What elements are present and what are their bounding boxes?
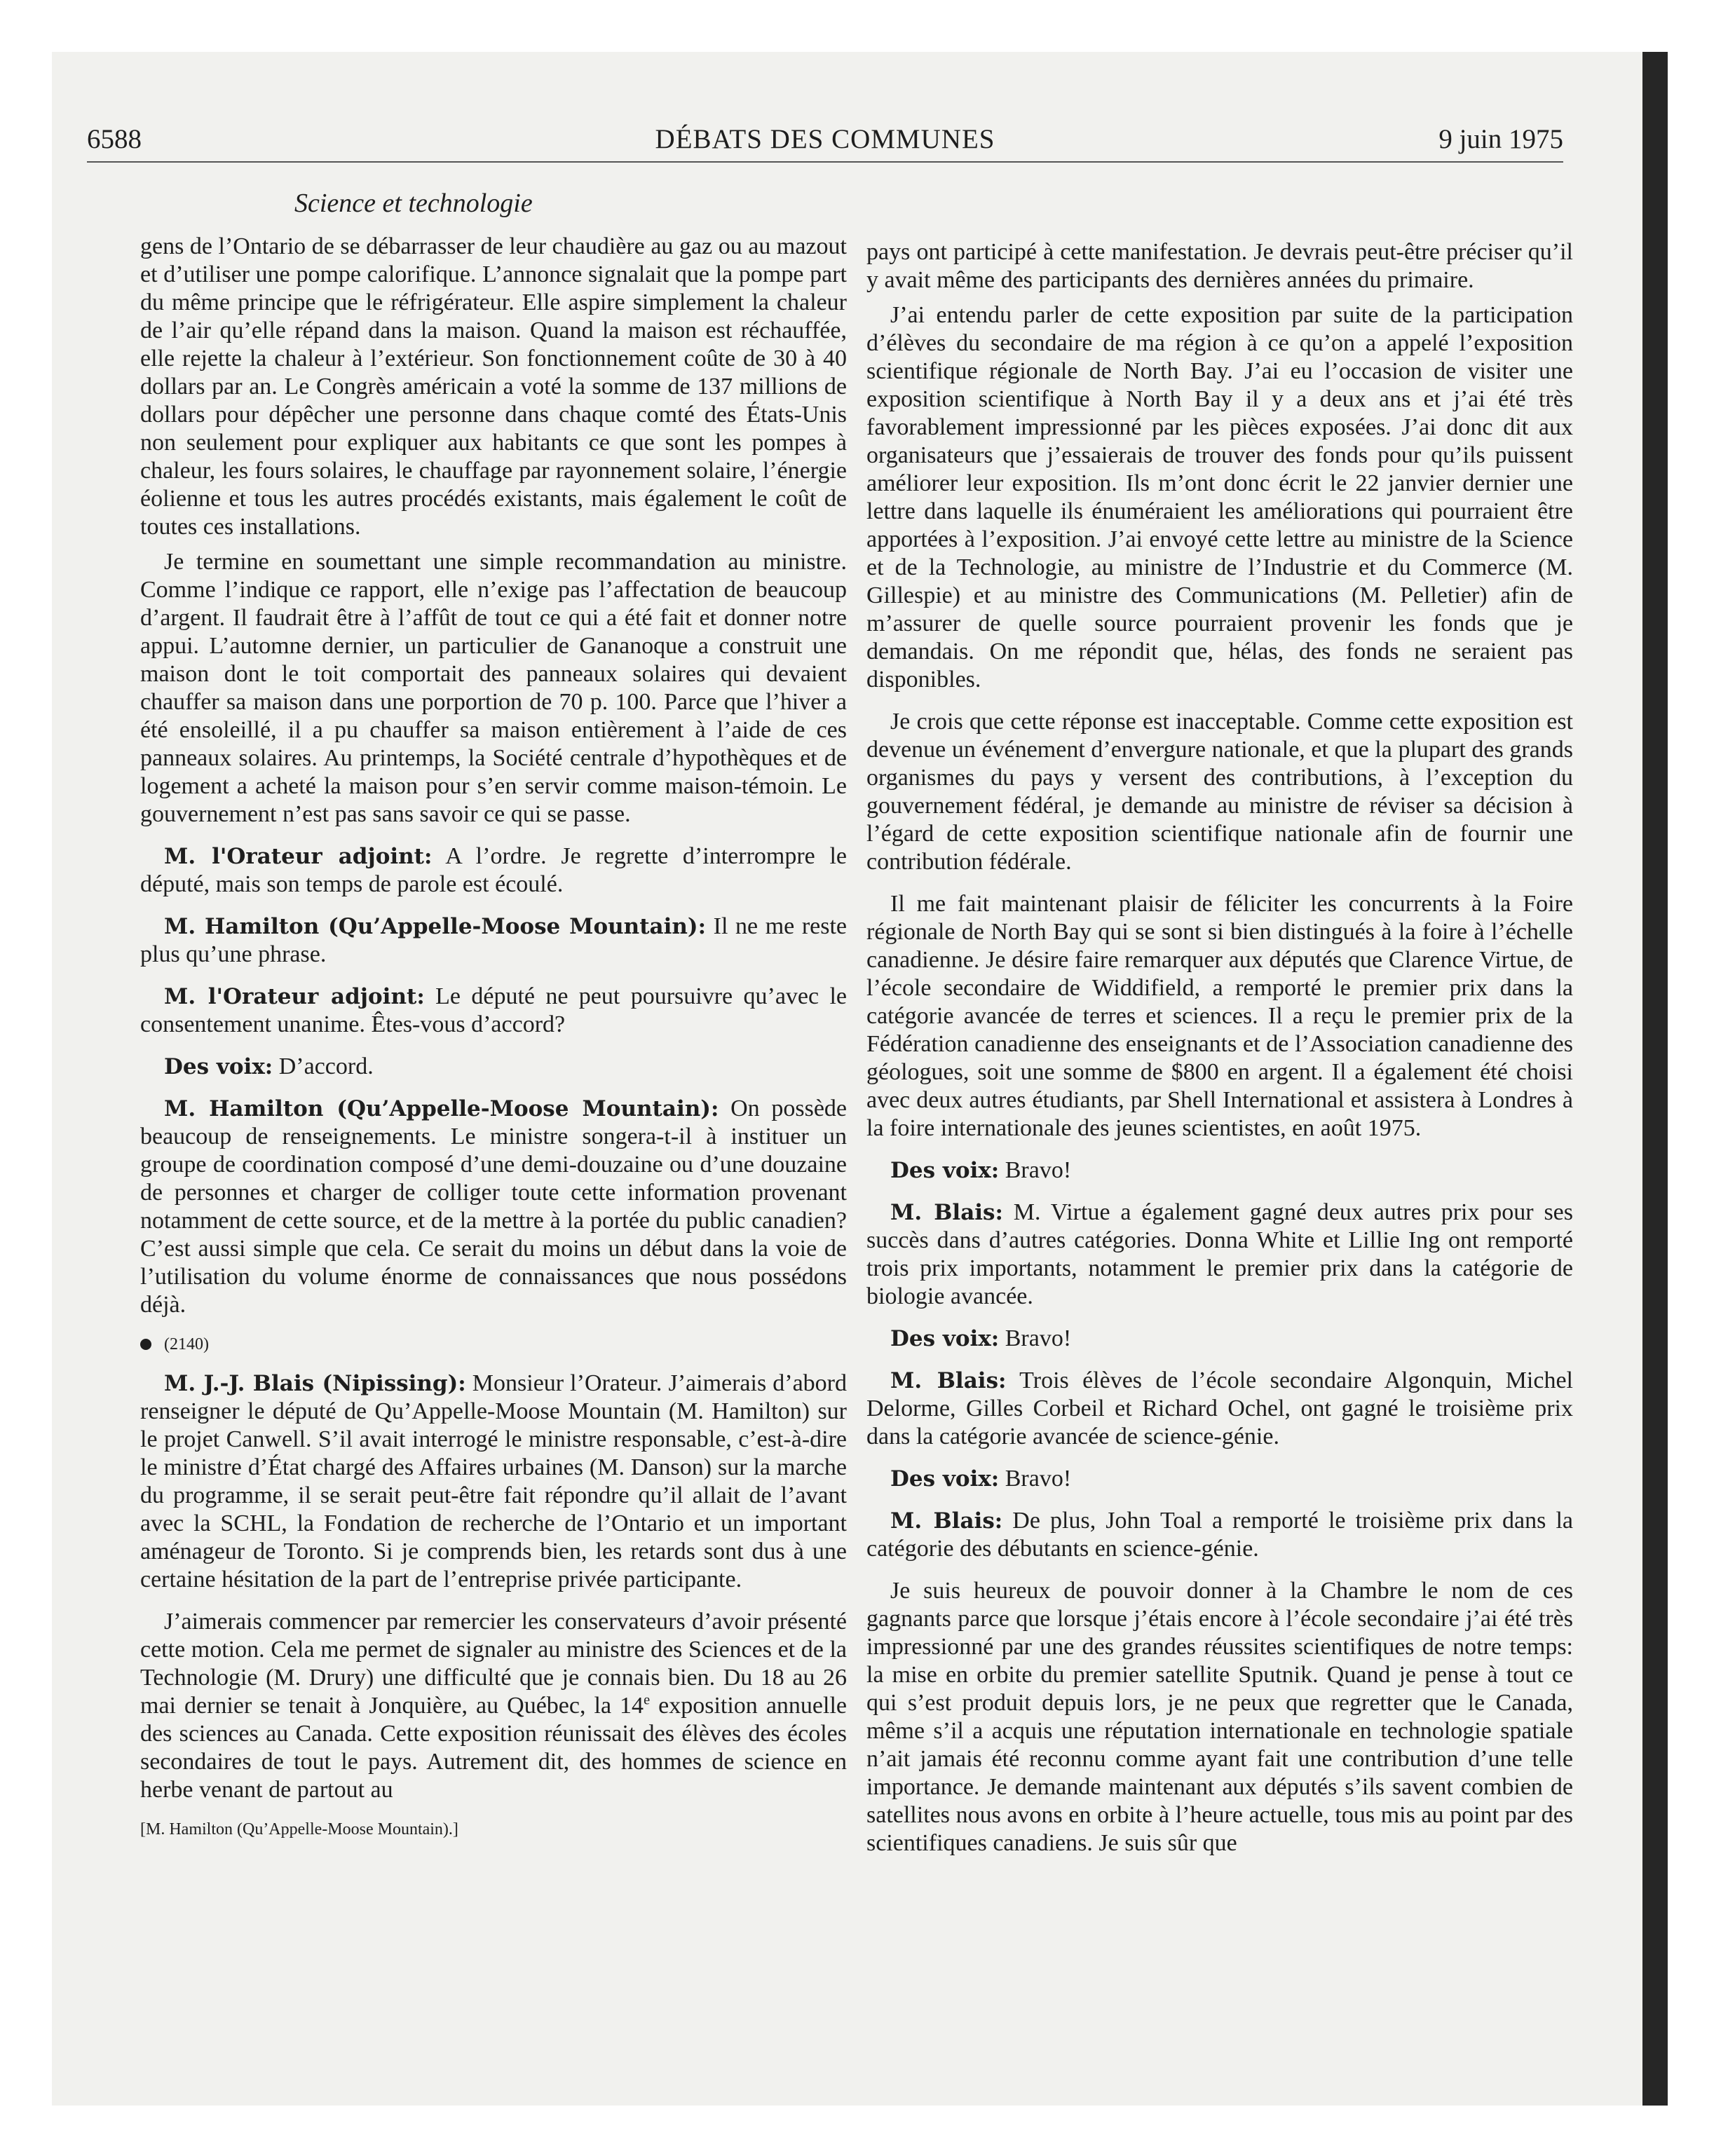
paragraph: pays ont participé à cette manifestation. Je devrais peut-être préciser qu’il y avait même des participants des dernières années du primaire. xyxy=(866,239,1573,293)
speech-text: A l’ordre. Je regrette d’interrompre le député, mais son temps de parole est écoulé. xyxy=(140,843,847,897)
speech xyxy=(140,842,847,899)
speech xyxy=(866,1367,1573,1451)
speaker-name: M. Hamilton (Qu’Appelle-Moose Mountain): xyxy=(164,1096,719,1121)
speech-text: Le député ne peut poursuivre qu’avec le consentement unanime. Êtes-vous d’accord? xyxy=(140,983,847,1037)
speech-text: Bravo! xyxy=(999,1325,1072,1351)
left-column xyxy=(140,233,847,1855)
speaker-name: M. J.-J. Blais (Nipissing): xyxy=(164,1371,466,1396)
bullet-icon xyxy=(140,1339,151,1350)
speaker-name: M. Blais: xyxy=(890,1200,1003,1225)
time-marker-text: (2140) xyxy=(164,1335,209,1353)
speaker-name: M. Blais: xyxy=(890,1508,1003,1534)
page-number: 6588 xyxy=(87,124,142,154)
speaker-name: Des voix: xyxy=(164,1054,273,1079)
speech-text: D’accord. xyxy=(273,1053,374,1079)
speech-text: Bravo! xyxy=(999,1157,1072,1183)
issue-date: 9 juin 1975 xyxy=(1438,124,1563,154)
paragraph: J’ai entendu parler de cette exposition par suite de la participation d’élèves du secondaire de ma région à ce qu’on a appelé l’exposition scientifique régionale de North Bay. J’ai eu l’occasion de visiter une exposition scientifique à North Bay il y a deux ans et j’ai été très favorablement impressionné par les pièces exposées. J’ai donc dit aux organisateurs que j’essaierais de trouver des fonds pour qu’ils puissent améliorer leur exposition. Ils m’ont donc écrit le 22 janvier dernier une lettre dans laquelle ils énuméraient les améliorations qui pourraient être apportées à l’exposition. J’ai envoyé cette lettre au ministre de la Science et de la Technologie, au ministre de l’Industrie et du Commerce (M. Gillespie) et au ministre des Communications (M. Pelletier) afin de m’assurer de quelle source pourraient provenir les fonds que je demandais. On me répondit que, hélas, des fonds ne seraient pas disponibles. xyxy=(866,302,1573,692)
speech xyxy=(866,1465,1573,1493)
paragraph: Je crois que cette réponse est inacceptable. Comme cette exposition est devenue un événement d’envergure nationale, et que la plupart des grands organismes du pays y versent des contributions, à l’exception du gouvernement fédéral, je demande au ministre de réviser sa décision à l’égard de cette exposition scientifique nationale afin de fournir une contribution fédérale. xyxy=(866,709,1573,875)
speech xyxy=(140,1053,847,1081)
right-column xyxy=(866,238,1573,1871)
speaker-name: M. l'Orateur adjoint: xyxy=(164,984,425,1009)
paragraph: Je termine en soumettant une simple recommandation au ministre. Comme l’indique ce rapport, elle n’exige pas l’affectation de beaucoup d’argent. Il faudrait être à l’affût de tout ce qui a été fait et donner notre appui. L’automne dernier, un particulier de Gananoque a construit une maison dont le toit comportait des panneaux solaires qui devaient chauffer sa maison dans une porportion de 70 p. 100. Parce que l’hiver a été ensoleillé, il a pu chauffer sa maison entièrement à l’aide de ces panneaux solaires. Au printemps, la Société centrale d’hypothèques et de logement a acheté la maison pour s’en servir comme maison-témoin. Le gouvernement n’est pas sans savoir ce qui se passe. xyxy=(140,549,847,827)
speaker-name: M. Hamilton (Qu’Appelle-Moose Mountain): xyxy=(164,914,707,939)
paragraph: Il me fait maintenant plaisir de féliciter les concurrents à la Foire régionale de North Bay qui se sont si bien distingués à la foire à l’échelle canadienne. Je désire faire remarquer aux députés que Clarence Virtue, de l’école secondaire de Widdifield, a remporté le premier prix dans la catégorie avancée de terres et sciences. Il a reçu le premier prix de la Fédération canadienne des enseignants et de l’Association canadienne des géologues, soit une somme de $800 en argent. Il a également été choisi avec deux autres étudiants, par Shell International et assistera à Londres à la foire internationale des jeunes scientistes, en août 1975. xyxy=(866,891,1573,1141)
speech xyxy=(140,1370,847,1594)
speech-text: M. Virtue a également gagné deux autres prix pour ses succès dans d’autres catégories. Donna White et Lillie Ing ont remporté trois prix importants, notamment le premier prix dans la catégorie de biologie avancée. xyxy=(866,1199,1574,1309)
speech-text: Monsieur l’Orateur. J’aimerais d’abord renseigner le député de Qu’Appelle-Moose Mountain (M. Hamilton) sur le projet Canwell. S’il avait interrogé le ministre responsable, c’est-à-dire le ministre d’État chargé des Affaires urbaines (M. Danson) sur la marche du programme, il se serait peut-être fait répondre qu’il allait de l’avant avec la SCHL, la Fondation de recherche de l’Ontario et un important aménageur de Toronto. Si je comprends bien, les retards sont dus à une certaine hésitation de la part de l’entreprise privée participante. xyxy=(140,1370,847,1592)
speech-text: Il ne me reste plus qu’une phrase. xyxy=(140,913,847,967)
speaker-name: M. l'Orateur adjoint: xyxy=(164,844,433,869)
speech xyxy=(866,1157,1573,1185)
time-marker xyxy=(140,1333,847,1356)
speech xyxy=(866,1199,1573,1311)
speech-text: Bravo! xyxy=(999,1466,1072,1492)
speaker-footnote: [M. Hamilton (Qu’Appelle-Moose Mountain).] xyxy=(140,1820,458,1838)
paragraph: Je suis heureux de pouvoir donner à la Chambre le nom de ces gagnants parce que lorsque j’étais encore à l’école secondaire j’ai été très impressionné par une des grandes réussites scientifiques de notre temps: la mise en orbite du premier satellite Sputnik. Quand je pense à tout ce qui s’est produit depuis lors, je ne peux que regretter que le Canada, même s’il a acquis une réputation internationale en technologie spatiale n’ait jamais été reconnu comme ayant fait une contribution d’une telle importance. Je demande maintenant aux députés s’ils savent combien de satellites nous avons en orbite à l’heure actuelle, tous mis au point par des scientifiques canadiens. Je suis sûr que xyxy=(866,1578,1573,1856)
speech xyxy=(140,983,847,1039)
page-header xyxy=(87,118,1563,163)
paragraph: gens de l’Ontario de se débarrasser de leur chaudière au gaz ou au mazout et d’utiliser une pompe calorifique. L’annonce signalait que la pompe part du même principe que le réfrigérateur. Elle aspire simplement la chaleur de l’air qu’elle répand dans la maison. Quand la maison est réchauffée, elle rejette la chaleur à l’extérieur. Son fonctionnement coûte de 30 à 40 dollars par an. Le Congrès américain a voté la somme de 137 millions de dollars pour dépêcher une personne dans chaque comté des États-Unis non seulement pour expliquer aux habitants ce que sont les pompes à chaleur, les fours solaires, le chauffage par rayonnement solaire, l’énergie éolienne et tous les autres procédés existants, mais également le coût de toutes ces installations. xyxy=(140,233,847,540)
speech-text: De plus, John Toal a remporté le troisième prix dans la catégorie des débutants en science-génie. xyxy=(866,1508,1573,1562)
speaker-name: Des voix: xyxy=(890,1326,1000,1351)
scan-edge-bar xyxy=(1642,52,1668,2106)
ordinal-suffix: e xyxy=(644,1692,651,1708)
speech xyxy=(866,1507,1573,1563)
speaker-name: M. Blais: xyxy=(890,1368,1007,1393)
paragraph-text: exposition annuelle des sciences au Canada. Cette exposition réunissait des élèves des écoles secondaires de tout le pays. Autrement dit, des hommes de science en herbe venant de partout au xyxy=(140,1693,848,1803)
subject-heading: Science et technologie xyxy=(294,189,533,218)
speech-text: On possède beaucoup de renseignements. Le ministre songera-t-il à instituer un groupe de coordination composé d’une demi-douzaine ou d’une douzaine de personnes et charger de colliger toute cette information provenant notamment de cette source, et de la mettre à la portée du public canadien? C’est aussi simple que cela. Ce serait du moins un début dans la voie de l’utilisation du volume énorme de connaissances que nous possédons déjà. xyxy=(140,1096,848,1318)
speaker-name: Des voix: xyxy=(890,1158,1000,1183)
speaker-name: Des voix: xyxy=(890,1466,1000,1492)
speech xyxy=(140,1095,847,1319)
paragraph-text: J’aimerais commencer par remercier les conservateurs d’avoir présenté cette motion. Cela me permet de signaler au ministre des Sciences et de la Technologie (M. Drury) une difficulté que je connais bien. Du 18 au 26 mai dernier se tenait à Jonquière, au Québec, la 14 xyxy=(140,1609,847,1719)
speech xyxy=(866,1325,1573,1353)
paragraph xyxy=(140,1608,847,1804)
speech-text: Trois élèves de l’école secondaire Algonquin, Michel Delorme, Gilles Corbeil et Richard Ochel, ont gagné le troisième prix dans la catégorie avancée de science-génie. xyxy=(866,1367,1573,1449)
publication-title: DÉBATS DES COMMUNES xyxy=(655,124,995,154)
speech xyxy=(140,913,847,969)
